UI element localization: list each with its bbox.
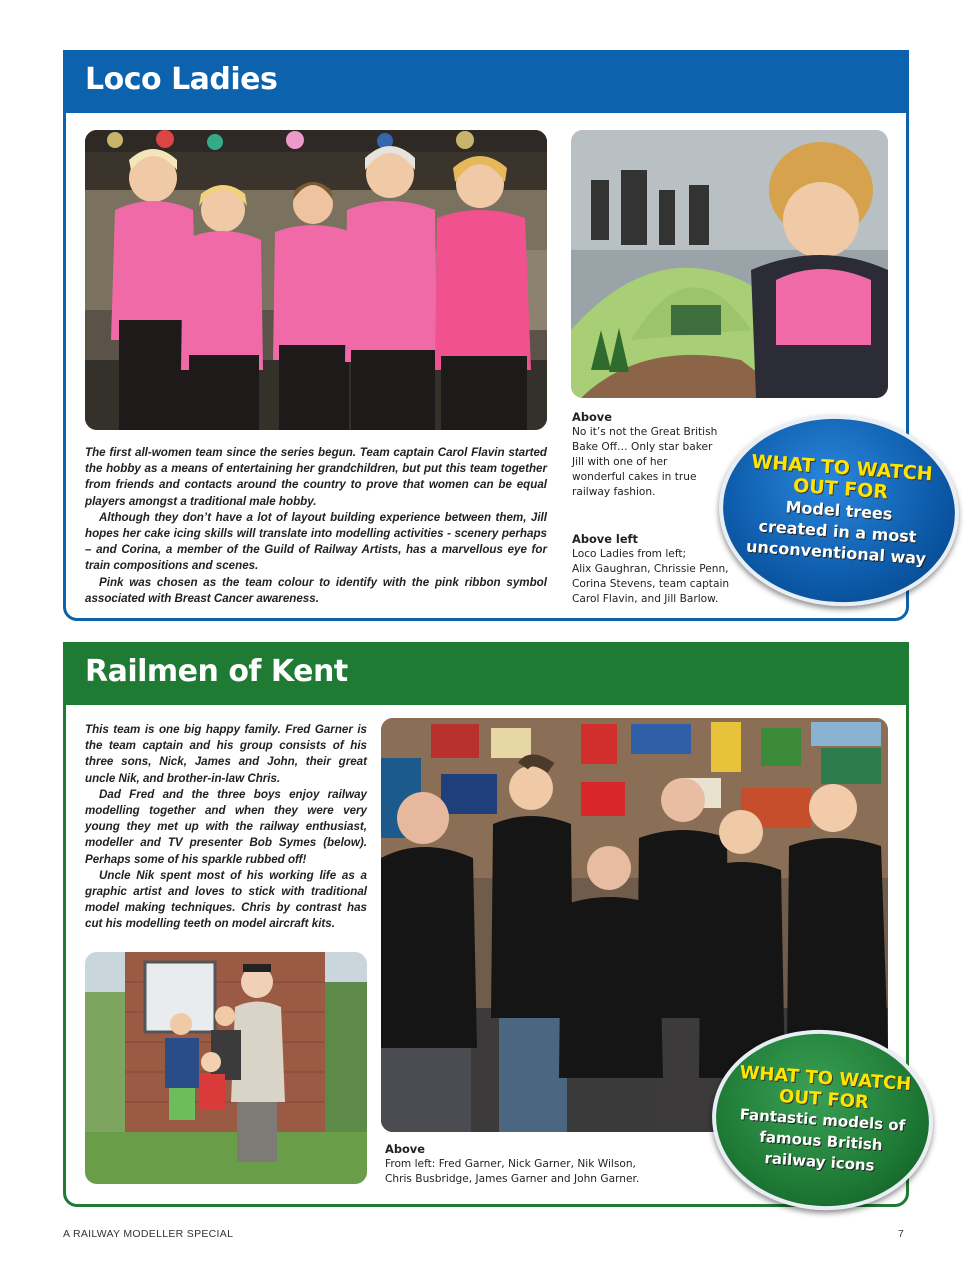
bob-symes-photo bbox=[85, 952, 367, 1184]
railmen-of-kent-header bbox=[63, 642, 909, 705]
railmen-paragraph: Dad Fred and the three boys enjoy railway modelling together and when they were very young they met up with the railway enthusiast, modeller and TV presenter Bob Symes (below). Perhaps some of his sparkle rubbed off! bbox=[85, 787, 367, 866]
railmen-caption-text: From left: Fred Garner, Nick Garner, Nik Wilson, Chris Busbridge, James Garner and John Garner. bbox=[385, 1158, 640, 1185]
railmen-body bbox=[85, 722, 367, 933]
cake-photo bbox=[571, 130, 888, 398]
group-caption-heading: Above left bbox=[572, 532, 638, 546]
page-number: 7 bbox=[898, 1228, 904, 1240]
badge-heading: WHAT TO WATCH OUT FOR bbox=[738, 1061, 912, 1113]
badge-text: Model trees created in a most unconventional way bbox=[745, 497, 927, 569]
loco-ladies-paragraph: Although they don’t have a lot of layout building experience between them, Jill hopes her cake icing skills will translate into modelling activities - scenery perhaps – and Corina, a member of the Guild of Railway Artists, has a marvellous eye for train compositions and scenes. bbox=[85, 510, 547, 573]
loco-ladies-group-photo bbox=[85, 130, 547, 430]
cake-caption-heading: Above bbox=[572, 410, 612, 424]
group-caption-text: Loco Ladies from left; Alix Gaughran, Chrissie Penn, Corina Stevens, team captain Carol Flavin, and Jill Barlow. bbox=[572, 548, 730, 605]
loco-ladies-paragraph: Pink was chosen as the team colour to identify with the pink ribbon symbol associated with Breast Cancer awareness. bbox=[85, 575, 547, 605]
railmen-of-kent-title: Railmen of Kent bbox=[85, 654, 348, 689]
loco-ladies-body bbox=[85, 445, 547, 607]
railmen-caption-heading: Above bbox=[385, 1142, 425, 1156]
group-caption bbox=[572, 532, 730, 607]
railmen-paragraph: This team is one big happy family. Fred Garner is the team captain and his group consists of his three sons, Nick, James and John, their great uncle Nik, and brother-in-law Chris. bbox=[85, 723, 367, 785]
loco-ladies-header bbox=[63, 50, 909, 113]
cake-caption bbox=[572, 410, 722, 500]
badge-text: Fantastic models of famous British railway icons bbox=[739, 1104, 906, 1175]
badge-heading: WHAT TO WATCH OUT FOR bbox=[750, 450, 934, 504]
railmen-caption bbox=[385, 1142, 705, 1187]
railmen-paragraph: Uncle Nik spent most of his working life as a graphic artist and loves to stick with traditional model making techniques. Chris by contrast has cut his modelling teeth on model aircraft kits. bbox=[85, 868, 367, 931]
cake-caption-text: No it’s not the Great British Bake Off… Only star baker Jill with one of her wonderful cakes in true railway fashion. bbox=[572, 426, 718, 498]
loco-ladies-paragraph: The first all-women team since the series begun. Team captain Carol Flavin started the hobby as a means of entertaining her grandchildren, but put this team together from friends and contacts around the country to prove that women can be equal players amongst a traditional male hobby. bbox=[85, 446, 547, 508]
footer-publication: A RAILWAY MODELLER SPECIAL bbox=[63, 1228, 234, 1240]
loco-ladies-title: Loco Ladies bbox=[85, 62, 278, 97]
